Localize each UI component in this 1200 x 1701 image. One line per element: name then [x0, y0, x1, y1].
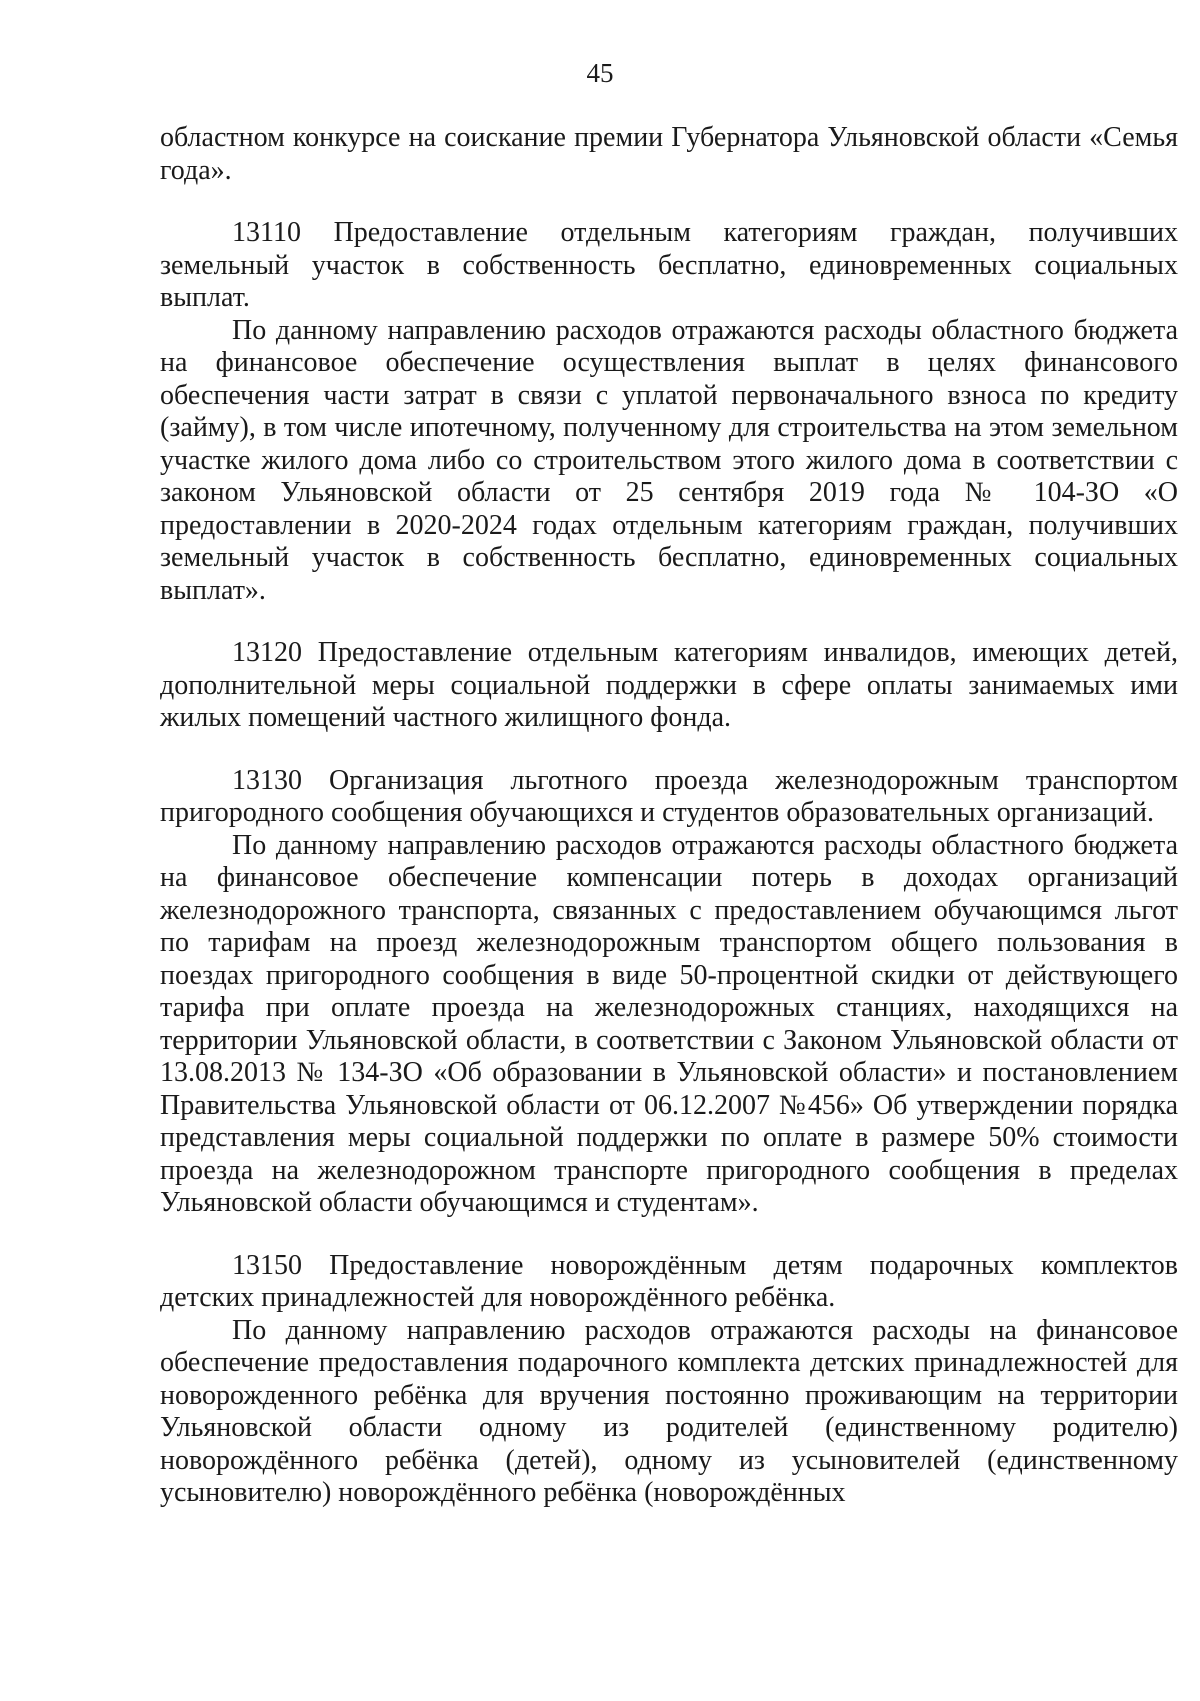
page-number: 45	[586, 58, 614, 88]
paragraph-13150-body: По данному направлению расходов отражаются расходы на финансовое обеспечение предоставления подарочного комплекта детских принадлежностей для новорожденного ребёнка для вручения постоянно проживающим на территории Ульяновской области одному из родителей (единственному родителю) новорождённого ребёнка (детей), одному из усыновителей (единственному усыновителю) новорождённого ребёнка (новорождённых	[160, 1314, 1178, 1508]
paragraph-gap	[160, 607, 1178, 637]
paragraph-13130-body: По данному направлению расходов отражаются расходы областного бюджета на финансовое обеспечение компенсации потерь в доходах организаций железнодорожного транспорта, связанных с предоставлением обучающимся льгот по тарифам на проезд железнодорожным транспортом общего пользования в поездах пригородного сообщения в виде 50-процентной скидки от действующего тарифа при оплате проезда на железнодорожных станциях, находящихся на территории Ульяновской области, в соответствии с Законом Ульяновской области от 13.08.2013 № 134-ЗО «Об образовании в Ульяновской области» и постановлением Правительства Ульяновской области от 06.12.2007 №456» Об утверждении порядка представления меры социальной поддержки по оплате в размере 50% стоимости проезда на железнодорожном транспорте пригородного сообщения в пределах Ульяновской области обучающимся и студентам».	[160, 829, 1178, 1218]
paragraph-continuation: областном конкурсе на соискание премии Губернатора Ульяновской области «Семья года».	[160, 122, 1178, 186]
paragraph-gap	[160, 187, 1178, 217]
paragraph-13130-heading: 13130 Организация льготного проезда железнодорожным транспортом пригородного сообщения обучающихся и студентов образовательных организаций.	[160, 764, 1178, 828]
paragraph-13120-heading: 13120 Предоставление отдельным категориям инвалидов, имеющих детей, дополнительной меры социальной поддержки в сфере оплаты занимаемых ими жилых помещений частного жилищного фонда.	[160, 637, 1178, 733]
paragraph-gap	[160, 735, 1178, 765]
paragraph-13110-heading: 13110 Предоставление отдельным категориям граждан, получивших земельный участок в собственность бесплатно, единовременных социальных выплат.	[160, 217, 1178, 313]
document-body	[160, 122, 1178, 1510]
paragraph-gap	[160, 1220, 1178, 1250]
paragraph-13110-body: По данному направлению расходов отражаются расходы областного бюджета на финансовое обеспечение осуществления выплат в целях финансового обеспечения части затрат в связи с уплатой первоначального взноса по кредиту (займу), в том числе ипотечному, полученному для строительства на этом земельном участке жилого дома либо со строительством этого жилого дома в соответствии с законом Ульяновской области от 25 сентября 2019 года № 104-ЗО «О предоставлении в 2020-2024 годах отдельным категориям граждан, получивших земельный участок в собственность бесплатно, единовременных социальных выплат».	[160, 314, 1178, 606]
paragraph-13150-heading: 13150 Предоставление новорождённым детям подарочных комплектов детских принадлежностей для новорождённого ребёнка.	[160, 1249, 1178, 1313]
